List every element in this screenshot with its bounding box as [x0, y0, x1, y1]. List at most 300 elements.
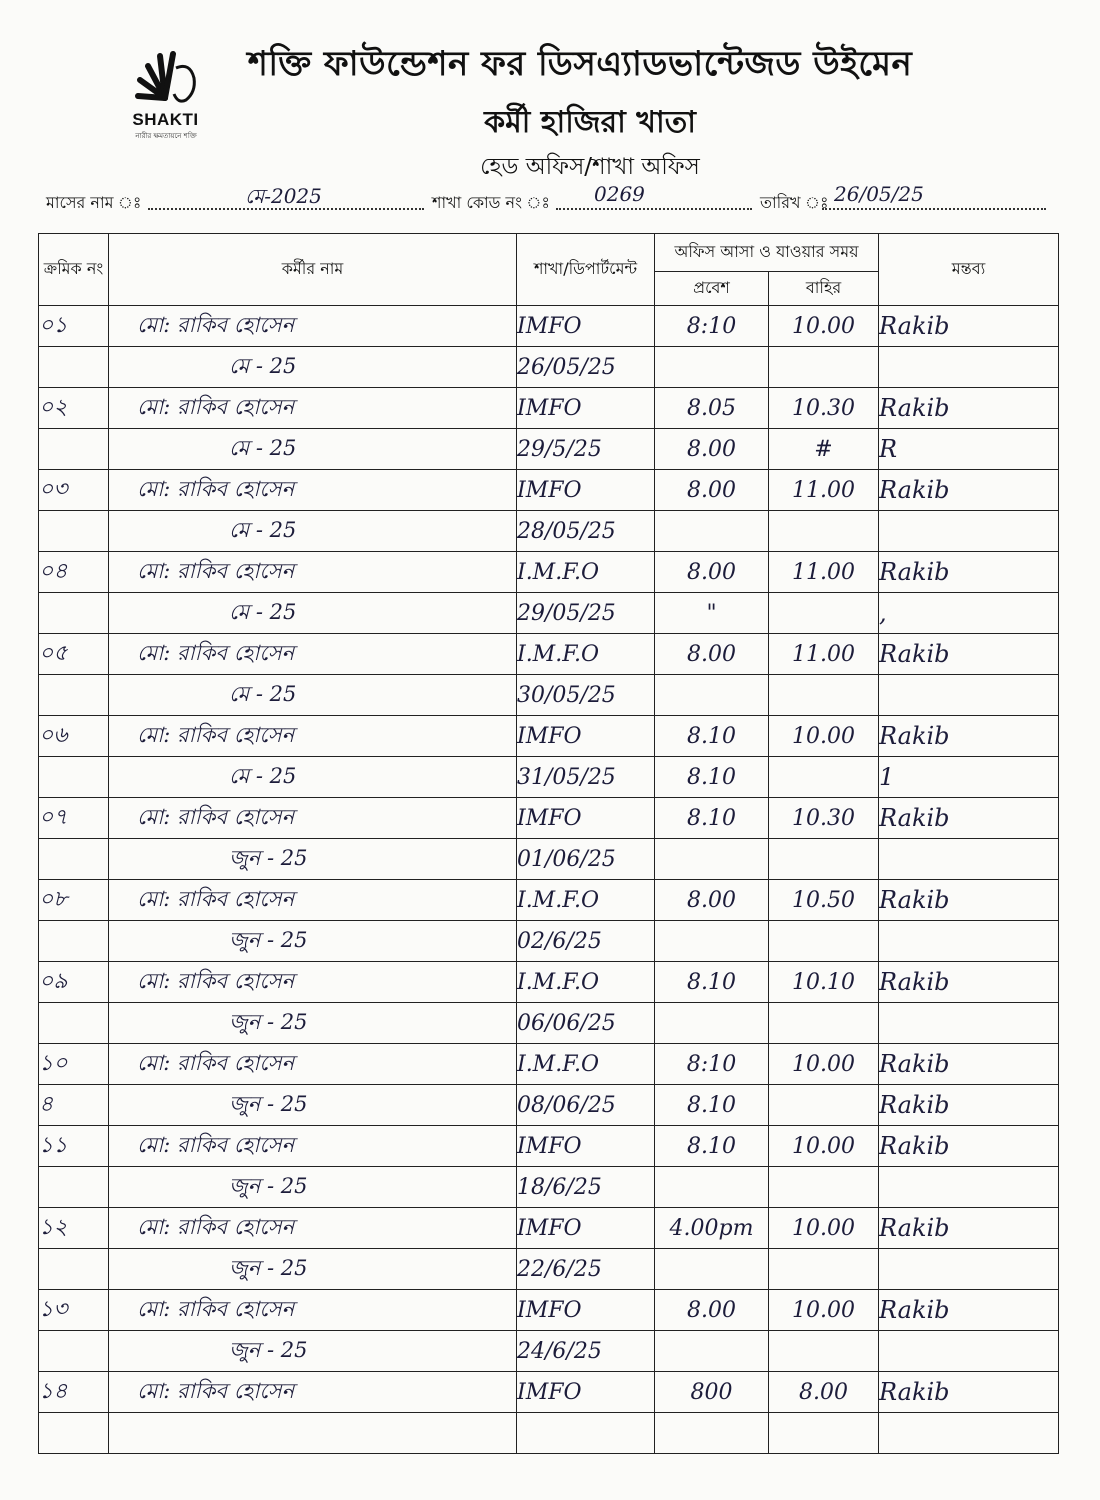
table-row	[39, 716, 1059, 757]
remark-signature-cell	[879, 716, 1059, 757]
branch-text: I.M.F.O	[517, 887, 600, 913]
exit-time-cell	[769, 1044, 879, 1085]
entry-time-cell	[655, 921, 769, 962]
entry-time-cell	[655, 1208, 769, 1249]
serial-cell	[39, 1167, 109, 1208]
employee-name-cell	[109, 716, 517, 757]
branch-cell	[517, 1413, 655, 1454]
exit-time-cell	[769, 552, 879, 593]
employee-name-text: জুন - 25	[229, 1337, 308, 1362]
table-row	[39, 470, 1059, 511]
branch-text: 01/06/25	[517, 846, 616, 872]
employee-name-cell	[109, 429, 517, 470]
branch-text: I.M.F.O	[517, 641, 600, 667]
employee-name-text: মো: রাকিব হোসেন	[137, 476, 295, 501]
serial-cell	[39, 429, 109, 470]
attendance-sheet	[38, 233, 1058, 1451]
serial-cell	[39, 511, 109, 552]
remark-signature-text: Rakib	[879, 640, 950, 668]
employee-name-text: মো: রাকিব হোসেন	[137, 1296, 295, 1321]
serial-cell	[39, 1044, 109, 1085]
branch-cell	[517, 962, 655, 1003]
serial-cell	[39, 593, 109, 634]
exit-time-cell	[769, 306, 879, 347]
serial-text: ০২	[39, 394, 68, 420]
branch-cell	[517, 1126, 655, 1167]
entry-time-cell	[655, 839, 769, 880]
branch-text: I.M.F.O	[517, 1051, 600, 1077]
branch-cell	[517, 552, 655, 593]
remark-signature-cell	[879, 306, 1059, 347]
exit-time-text: 10.10	[792, 969, 855, 995]
header-entry: প্রবেশ	[655, 272, 769, 306]
table-row	[39, 593, 1059, 634]
branch-text: 26/05/25	[517, 354, 616, 380]
employee-name-cell	[109, 962, 517, 1003]
exit-time-text: 10.00	[792, 1051, 855, 1077]
exit-time-cell	[769, 1331, 879, 1372]
entry-time-text: 8.10	[687, 1092, 736, 1118]
remark-signature-text: Rakib	[879, 1214, 950, 1242]
serial-cell	[39, 388, 109, 429]
branch-cell	[517, 388, 655, 429]
serial-cell	[39, 1290, 109, 1331]
table-row	[39, 552, 1059, 593]
date-dotted-line	[822, 208, 1046, 210]
branch-cell	[517, 306, 655, 347]
branch-cell	[517, 1249, 655, 1290]
branch-cell	[517, 1372, 655, 1413]
table-row	[39, 1085, 1059, 1126]
exit-time-text: 10.00	[792, 1297, 855, 1323]
table-row	[39, 1208, 1059, 1249]
employee-name-cell	[109, 306, 517, 347]
remark-signature-cell	[879, 470, 1059, 511]
remark-signature-cell	[879, 1372, 1059, 1413]
remark-signature-cell	[879, 839, 1059, 880]
table-row	[39, 1167, 1059, 1208]
table-row	[39, 880, 1059, 921]
entry-time-text: "	[706, 600, 717, 626]
entry-time-cell	[655, 1413, 769, 1454]
table-row	[39, 1331, 1059, 1372]
serial-text: ১২	[39, 1214, 68, 1240]
employee-name-text: মো: রাকিব হোসেন	[137, 558, 295, 583]
branch-text: 29/05/25	[517, 600, 616, 626]
employee-name-text: মো: রাকিব হোসেন	[137, 804, 295, 829]
serial-text: ৪	[39, 1091, 54, 1117]
branch-cell	[517, 716, 655, 757]
entry-time-text: 8.00	[687, 559, 736, 585]
entry-time-text: 8.10	[687, 764, 736, 790]
table-row	[39, 1290, 1059, 1331]
entry-time-text: 8.10	[687, 805, 736, 831]
exit-time-cell	[769, 716, 879, 757]
office-type-line: হেড অফিস/শাখা অফিস	[480, 154, 700, 180]
employee-name-cell	[109, 1372, 517, 1413]
employee-name-cell	[109, 1290, 517, 1331]
exit-time-cell	[769, 798, 879, 839]
employee-name-cell	[109, 1126, 517, 1167]
table-row	[39, 962, 1059, 1003]
employee-name-text: জুন - 25	[229, 1009, 308, 1034]
shakti-sunburst-icon	[118, 38, 213, 113]
serial-cell	[39, 552, 109, 593]
table-row	[39, 1126, 1059, 1167]
table-row	[39, 634, 1059, 675]
serial-cell	[39, 1126, 109, 1167]
branch-code-label: শাখা কোড নং ঃ	[432, 193, 550, 212]
serial-cell	[39, 1085, 109, 1126]
serial-text: ০৩	[39, 476, 68, 502]
remark-signature-text: Rakib	[879, 1132, 950, 1160]
branch-text: 29/5/25	[517, 436, 602, 462]
branch-text: 02/6/25	[517, 928, 602, 954]
branch-cell	[517, 880, 655, 921]
entry-time-cell	[655, 1290, 769, 1331]
remark-signature-text: Rakib	[879, 1296, 950, 1324]
entry-time-text: 8.10	[687, 969, 736, 995]
serial-text: ০৫	[39, 640, 68, 666]
employee-name-text: মে - 25	[229, 517, 297, 542]
remark-signature-cell	[879, 798, 1059, 839]
branch-text: 22/6/25	[517, 1256, 602, 1282]
exit-time-cell	[769, 1372, 879, 1413]
entry-time-cell	[655, 798, 769, 839]
employee-name-cell	[109, 634, 517, 675]
employee-name-cell	[109, 921, 517, 962]
branch-cell	[517, 429, 655, 470]
exit-time-cell	[769, 839, 879, 880]
serial-text: ০৬	[39, 722, 68, 748]
exit-time-text: 10.00	[792, 313, 855, 339]
exit-time-cell	[769, 921, 879, 962]
table-row	[39, 429, 1059, 470]
entry-time-cell	[655, 552, 769, 593]
entry-time-cell	[655, 470, 769, 511]
employee-name-cell	[109, 470, 517, 511]
employee-name-cell	[109, 675, 517, 716]
entry-time-text: 8.00	[687, 477, 736, 503]
entry-time-cell	[655, 347, 769, 388]
exit-time-cell	[769, 593, 879, 634]
branch-cell	[517, 921, 655, 962]
table-row	[39, 1044, 1059, 1085]
employee-name-text: জুন - 25	[229, 1091, 308, 1116]
serial-text: ১৪	[39, 1378, 68, 1404]
entry-time-text: 8.00	[687, 1297, 736, 1323]
remark-signature-cell	[879, 1208, 1059, 1249]
exit-time-cell	[769, 1085, 879, 1126]
exit-time-cell	[769, 388, 879, 429]
branch-text: 24/6/25	[517, 1338, 602, 1364]
remark-signature-text: ,	[879, 599, 887, 627]
shakti-logo	[118, 38, 213, 143]
exit-time-cell	[769, 1413, 879, 1454]
exit-time-cell	[769, 757, 879, 798]
exit-time-cell	[769, 470, 879, 511]
date-label: তারিখ ঃ	[760, 193, 829, 212]
table-row	[39, 1249, 1059, 1290]
exit-time-cell	[769, 511, 879, 552]
employee-name-text: মে - 25	[229, 599, 297, 624]
entry-time-cell	[655, 593, 769, 634]
header-branch-department: শাখা/ডিপার্টমেন্ট	[517, 234, 655, 306]
serial-text: ০১	[39, 312, 68, 338]
entry-time-text: 4.00pm	[669, 1215, 754, 1241]
employee-name-text: মে - 25	[229, 763, 297, 788]
entry-time-cell	[655, 757, 769, 798]
branch-cell	[517, 634, 655, 675]
branch-text: IMFO	[517, 477, 582, 503]
entry-time-cell	[655, 675, 769, 716]
table-row	[39, 511, 1059, 552]
serial-text: ১১	[39, 1132, 68, 1158]
employee-name-cell	[109, 1208, 517, 1249]
serial-cell	[39, 675, 109, 716]
branch-cell	[517, 798, 655, 839]
attendance-table	[38, 233, 1059, 1454]
remark-signature-text: Rakib	[879, 722, 950, 750]
meta-row	[40, 182, 1050, 220]
month-label: মাসের নাম ঃ	[46, 193, 142, 212]
exit-time-cell	[769, 962, 879, 1003]
remark-signature-cell	[879, 1249, 1059, 1290]
employee-name-text: মো: রাকিব হোসেন	[137, 640, 295, 665]
remark-signature-cell	[879, 1290, 1059, 1331]
remark-signature-cell	[879, 388, 1059, 429]
table-row	[39, 798, 1059, 839]
remark-signature-cell	[879, 593, 1059, 634]
remark-signature-cell	[879, 757, 1059, 798]
remark-signature-text: 1	[879, 763, 895, 791]
entry-time-text: 8:10	[686, 1051, 737, 1077]
branch-text: 28/05/25	[517, 518, 616, 544]
exit-time-text: 10.30	[792, 805, 855, 831]
serial-cell	[39, 798, 109, 839]
branch-text: IMFO	[517, 313, 582, 339]
remark-signature-cell	[879, 962, 1059, 1003]
employee-name-text: মো: রাকিব হোসেন	[137, 1050, 295, 1075]
employee-name-cell	[109, 1413, 517, 1454]
employee-name-text: মো: রাকিব হোসেন	[137, 312, 295, 337]
employee-name-cell	[109, 1249, 517, 1290]
branch-cell	[517, 1167, 655, 1208]
remark-signature-cell	[879, 1044, 1059, 1085]
remark-signature-text: Rakib	[879, 312, 950, 340]
branch-code-dotted-line	[556, 208, 752, 210]
entry-time-cell	[655, 388, 769, 429]
exit-time-cell	[769, 1126, 879, 1167]
serial-cell	[39, 880, 109, 921]
exit-time-text: 10.00	[792, 723, 855, 749]
entry-time-text: 8:10	[686, 313, 737, 339]
header-remarks: মন্তব্য	[879, 234, 1059, 306]
exit-time-text: 10.30	[792, 395, 855, 421]
table-row	[39, 306, 1059, 347]
branch-text: I.M.F.O	[517, 969, 600, 995]
branch-cell	[517, 511, 655, 552]
entry-time-cell	[655, 1003, 769, 1044]
employee-name-text: মে - 25	[229, 681, 297, 706]
exit-time-text: 10.00	[792, 1215, 855, 1241]
branch-cell	[517, 757, 655, 798]
header-employee-name: কর্মীর নাম	[109, 234, 517, 306]
entry-time-text: 8.00	[687, 641, 736, 667]
branch-cell	[517, 1331, 655, 1372]
exit-time-text: 11.00	[792, 641, 855, 667]
employee-name-text: মো: রাকিব হোসেন	[137, 394, 295, 419]
remark-signature-cell	[879, 1085, 1059, 1126]
entry-time-cell	[655, 1085, 769, 1126]
entry-time-cell	[655, 1126, 769, 1167]
remark-signature-cell	[879, 634, 1059, 675]
serial-text: ০৭	[39, 804, 68, 830]
exit-time-text: 11.00	[792, 477, 855, 503]
remark-signature-cell	[879, 1126, 1059, 1167]
remark-signature-text: Rakib	[879, 394, 950, 422]
branch-cell	[517, 593, 655, 634]
exit-time-cell	[769, 429, 879, 470]
employee-name-text: মো: রাকিব হোসেন	[137, 1132, 295, 1157]
entry-time-cell	[655, 511, 769, 552]
employee-name-cell	[109, 880, 517, 921]
employee-name-cell	[109, 552, 517, 593]
remark-signature-text: Rakib	[879, 804, 950, 832]
exit-time-text: #	[814, 436, 833, 462]
branch-text: IMFO	[517, 1215, 582, 1241]
serial-text: ০৪	[39, 558, 68, 584]
employee-name-cell	[109, 1085, 517, 1126]
employee-name-text	[109, 1421, 229, 1445]
document-title: কর্মী হাজিরা খাতা	[484, 105, 696, 140]
serial-cell	[39, 921, 109, 962]
entry-time-text: 8.10	[687, 723, 736, 749]
branch-text: IMFO	[517, 723, 582, 749]
entry-time-text: 8.00	[687, 436, 736, 462]
entry-time-cell	[655, 634, 769, 675]
serial-cell	[39, 962, 109, 1003]
remark-signature-cell	[879, 347, 1059, 388]
exit-time-text: 10.50	[792, 887, 855, 913]
employee-name-text: জুন - 25	[229, 1255, 308, 1280]
organization-name: শক্তি ফাউন্ডেশন ফর ডিসএ্যাডভান্টেজড উইমেন	[247, 44, 913, 84]
table-row	[39, 839, 1059, 880]
remark-signature-text: Rakib	[879, 1378, 950, 1406]
branch-text: 18/6/25	[517, 1174, 602, 1200]
table-row	[39, 757, 1059, 798]
entry-time-text: 8.10	[687, 1133, 736, 1159]
remark-signature-cell	[879, 1003, 1059, 1044]
branch-text: IMFO	[517, 1133, 582, 1159]
remark-signature-text: Rakib	[879, 968, 950, 996]
serial-cell	[39, 1372, 109, 1413]
employee-name-cell	[109, 388, 517, 429]
exit-time-cell	[769, 1208, 879, 1249]
month-value: মে-2025	[245, 184, 322, 208]
serial-cell	[39, 1003, 109, 1044]
branch-cell	[517, 347, 655, 388]
employee-name-cell	[109, 1167, 517, 1208]
employee-name-text: মো: রাকিব হোসেন	[137, 722, 295, 747]
employee-name-text: মে - 25	[229, 353, 297, 378]
remark-signature-text: Rakib	[879, 1050, 950, 1078]
entry-time-text: 800	[690, 1379, 733, 1405]
table-row	[39, 1372, 1059, 1413]
entry-time-cell	[655, 1249, 769, 1290]
branch-code-value: 0269	[594, 182, 645, 206]
serial-cell	[39, 1208, 109, 1249]
header-exit: বাহির	[769, 272, 879, 306]
entry-time-text: 8.00	[687, 887, 736, 913]
exit-time-cell	[769, 634, 879, 675]
header-serial: ক্রমিক নং	[39, 234, 109, 306]
table-row	[39, 1003, 1059, 1044]
employee-name-cell	[109, 1003, 517, 1044]
exit-time-text: 8.00	[799, 1379, 848, 1405]
employee-name-text: মো: রাকিব হোসেন	[137, 886, 295, 911]
employee-name-cell	[109, 1331, 517, 1372]
serial-cell	[39, 1331, 109, 1372]
exit-time-text: 11.00	[792, 559, 855, 585]
remark-signature-cell	[879, 1413, 1059, 1454]
branch-cell	[517, 1208, 655, 1249]
branch-text: 31/05/25	[517, 764, 616, 790]
branch-cell	[517, 1290, 655, 1331]
serial-cell	[39, 839, 109, 880]
table-row	[39, 347, 1059, 388]
employee-name-cell	[109, 798, 517, 839]
remark-signature-cell	[879, 511, 1059, 552]
branch-text: IMFO	[517, 805, 582, 831]
remark-signature-text: R	[879, 435, 898, 463]
table-row	[39, 921, 1059, 962]
attendance-rows	[39, 306, 1059, 1454]
branch-text: IMFO	[517, 1297, 582, 1323]
entry-time-cell	[655, 716, 769, 757]
remark-signature-cell	[879, 1167, 1059, 1208]
serial-text: ১০	[39, 1050, 68, 1076]
remark-signature-text: Rakib	[879, 476, 950, 504]
branch-text: IMFO	[517, 395, 582, 421]
branch-cell	[517, 675, 655, 716]
remark-signature-cell	[879, 921, 1059, 962]
exit-time-cell	[769, 1249, 879, 1290]
remark-signature-text: Rakib	[879, 886, 950, 914]
serial-cell	[39, 757, 109, 798]
exit-time-cell	[769, 1003, 879, 1044]
logo-wordmark: SHAKTI	[132, 110, 199, 129]
serial-text: ০৯	[39, 968, 68, 994]
branch-text: 06/06/25	[517, 1010, 616, 1036]
branch-cell	[517, 1003, 655, 1044]
branch-cell	[517, 839, 655, 880]
serial-cell	[39, 470, 109, 511]
employee-name-cell	[109, 593, 517, 634]
remark-signature-cell	[879, 675, 1059, 716]
entry-time-cell	[655, 880, 769, 921]
table-row	[39, 1413, 1059, 1454]
entry-time-cell	[655, 962, 769, 1003]
entry-time-cell	[655, 1044, 769, 1085]
employee-name-cell	[109, 839, 517, 880]
serial-cell	[39, 634, 109, 675]
employee-name-text: মে - 25	[229, 435, 297, 460]
remark-signature-cell	[879, 1331, 1059, 1372]
entry-time-cell	[655, 429, 769, 470]
employee-name-text: মো: রাকিব হোসেন	[137, 1378, 295, 1403]
branch-text: IMFO	[517, 1379, 582, 1405]
